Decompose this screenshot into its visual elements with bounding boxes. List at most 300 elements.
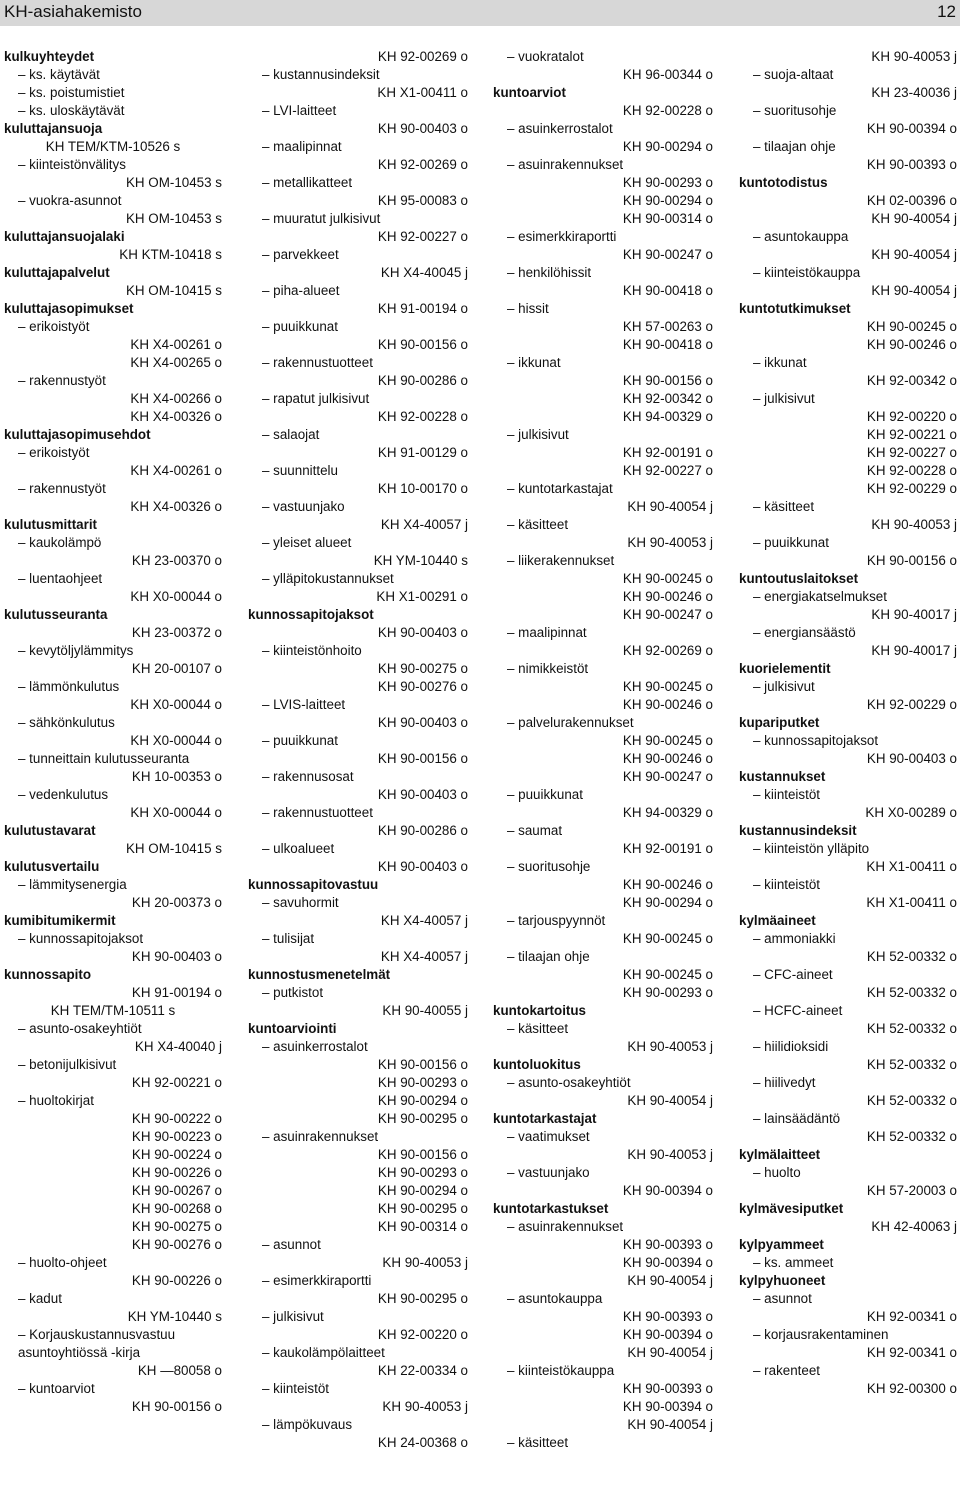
index-reference: KH 90-00286 o xyxy=(377,823,468,838)
index-reference: KH 92-00342 o xyxy=(622,391,713,406)
index-heading: kuluttajasopimukset xyxy=(4,301,134,316)
index-reference: KH 90-00418 o xyxy=(622,283,713,298)
index-subentry: – rakennustuotteet xyxy=(262,355,373,370)
index-subentry: – rakennusosat xyxy=(262,769,354,784)
index-subentry: – erikoistyöt xyxy=(18,445,90,460)
index-subentry: – ks. ammeet xyxy=(753,1255,834,1270)
index-reference: KH X1-00411 o xyxy=(866,859,957,874)
index-reference: KH X4-00326 o xyxy=(130,499,222,514)
index-subentry: – tulisijat xyxy=(262,931,315,946)
index-reference: KH 90-00295 o xyxy=(377,1111,468,1126)
index-reference: KH 90-00403 o xyxy=(377,787,468,802)
index-subentry: – lainsäädäntö xyxy=(753,1111,841,1126)
index-heading: kunnostusmenetelmät xyxy=(248,967,391,982)
index-subentry: – rakenteet xyxy=(753,1363,820,1378)
index-subentry: – yleiset alueet xyxy=(262,535,352,550)
index-reference: KH 90-00286 o xyxy=(377,373,468,388)
index-subentry: – kunnossapitojaksot xyxy=(753,733,879,748)
index-subentry: – esimerkkiraportti xyxy=(507,229,617,244)
index-reference: KH 92-00269 o xyxy=(622,643,713,658)
index-subentry: – kiinteistönhoito xyxy=(262,643,362,658)
index-subentry: – korjausrakentaminen xyxy=(753,1327,889,1342)
index-subentry: – kaukolämpölaitteet xyxy=(262,1345,385,1360)
index-reference: KH 90-40054 j xyxy=(871,283,957,298)
index-reference: KH X4-00265 o xyxy=(130,355,222,370)
index-subentry: – muuratut julkisivut xyxy=(262,211,381,226)
index-subentry: – käsitteet xyxy=(507,1435,569,1450)
index-reference: KH 90-00226 o xyxy=(131,1273,222,1288)
index-subentry: – ks. käytävät xyxy=(18,67,100,82)
index-subentry: – kiinteistöt xyxy=(753,877,820,892)
index-heading: kuntoarviot xyxy=(493,85,566,100)
index-reference: KH 10-00170 o xyxy=(377,481,468,496)
index-heading: kuntokartoitus xyxy=(493,1003,586,1018)
index-reference: KH 92-00227 o xyxy=(622,463,713,478)
index-subentry: – saumat xyxy=(507,823,563,838)
index-reference: KH 90-40054 j xyxy=(627,1273,713,1288)
index-reference: KH 90-40053 j xyxy=(382,1399,468,1414)
index-reference: KH 90-00394 o xyxy=(866,121,957,136)
index-reference: KH X0-00044 o xyxy=(130,589,222,604)
index-reference: KH X1-00411 o xyxy=(866,895,957,910)
index-reference: KH 94-00329 o xyxy=(622,409,713,424)
index-subentry: – liikerakennukset xyxy=(507,553,615,568)
index-subentry: – LVIS-laitteet xyxy=(262,697,346,712)
index-reference: KH 90-00245 o xyxy=(622,733,713,748)
index-reference: KH X0-00044 o xyxy=(130,805,222,820)
index-reference: KH 90-00393 o xyxy=(622,1237,713,1252)
index-subentry: – parvekkeet xyxy=(262,247,339,262)
index-subentry: – lämmönkulutus xyxy=(18,679,120,694)
index-reference: KH 90-00293 o xyxy=(377,1165,468,1180)
index-subentry: – lämpökuvaus xyxy=(262,1417,353,1432)
index-subentry: – hiilidioksidi xyxy=(753,1039,829,1054)
index-reference: KH 90-40054 j xyxy=(627,1093,713,1108)
index-subentry: – rapatut julkisivut xyxy=(262,391,370,406)
index-subentry: – tunneittain kulutusseuranta xyxy=(18,751,190,766)
index-reference: KH 90-00268 o xyxy=(131,1201,222,1216)
index-subentry: – asuinrakennukset xyxy=(262,1129,379,1144)
index-subentry: – huolto xyxy=(753,1165,801,1180)
index-reference: KH 92-00228 o xyxy=(622,103,713,118)
index-heading: kulutusseuranta xyxy=(4,607,108,622)
index-reference: KH 90-00275 o xyxy=(131,1219,222,1234)
index-subentry: – käsitteet xyxy=(753,499,815,514)
index-reference: KH X4-00261 o xyxy=(130,337,222,352)
index-reference: KH 90-00245 o xyxy=(866,319,957,334)
index-reference: KH 90-00403 o xyxy=(866,751,957,766)
index-reference: KH 92-00229 o xyxy=(866,481,957,496)
index-subentry: – puuikkunat xyxy=(262,319,338,334)
index-reference: KH 90-00394 o xyxy=(622,1183,713,1198)
index-reference: KH 92-00269 o xyxy=(377,157,468,172)
index-heading: kulutustavarat xyxy=(4,823,96,838)
index-subentry: – ks. poistumistiet xyxy=(18,85,125,100)
index-heading: kuorielementit xyxy=(739,661,831,676)
index-subentry: – kiinteistöt xyxy=(262,1381,329,1396)
index-reference: KH 90-00156 o xyxy=(377,1057,468,1072)
index-subentry: – puuikkunat xyxy=(262,733,338,748)
index-reference: KH 90-40053 j xyxy=(627,535,713,550)
index-reference: KH 90-00294 o xyxy=(622,193,713,208)
index-reference: KH 90-00267 o xyxy=(131,1183,222,1198)
index-column-2 xyxy=(248,48,468,1488)
index-subentry: – hiilivedyt xyxy=(753,1075,816,1090)
index-heading: kulutusvertailu xyxy=(4,859,100,874)
index-subentry: – ammoniakki xyxy=(753,931,836,946)
index-subentry: – savuhormit xyxy=(262,895,339,910)
index-reference: KH 90-00294 o xyxy=(622,895,713,910)
index-reference: KH 90-00403 o xyxy=(377,715,468,730)
index-reference: KH 23-00372 o xyxy=(131,625,222,640)
index-reference: KH 92-00191 o xyxy=(622,445,713,460)
index-reference: KH 90-00156 o xyxy=(377,337,468,352)
index-subentry: – vastuunjako xyxy=(262,499,345,514)
index-subentry: – käsitteet xyxy=(507,517,569,532)
index-reference: KH 90-00394 o xyxy=(622,1255,713,1270)
index-reference: KH YM-10440 s xyxy=(127,1309,222,1324)
index-subentry: – tilaajan ohje xyxy=(753,139,836,154)
index-subentry: – kiinteistön ylläpito xyxy=(753,841,870,856)
index-subentry: – suunnittelu xyxy=(262,463,338,478)
index-subentry: – energiansäästö xyxy=(753,625,856,640)
index-reference: KH 90-00246 o xyxy=(622,589,713,604)
index-reference: KH 90-40053 j xyxy=(627,1147,713,1162)
index-reference: KH 90-00226 o xyxy=(131,1165,222,1180)
index-subentry: – sähkönkulutus xyxy=(18,715,115,730)
index-heading: kuntoarviointi xyxy=(248,1021,337,1036)
index-subentry: – vaatimukset xyxy=(507,1129,590,1144)
index-heading: kuluttajansuojalaki xyxy=(4,229,125,244)
index-reference: KH 23-40036 j xyxy=(871,85,957,100)
index-subentry: – vuokra-asunnot xyxy=(18,193,122,208)
index-subentry: – tarjouspyynnöt xyxy=(507,913,606,928)
index-subentry: – nimikkeistöt xyxy=(507,661,589,676)
index-reference: KH 90-40054 j xyxy=(627,1417,713,1432)
index-reference: KH 90-00295 o xyxy=(377,1291,468,1306)
index-heading: kunnossapitojaksot xyxy=(248,607,374,622)
index-reference: KH 92-00191 o xyxy=(622,841,713,856)
index-subentry: – kiinteistöt xyxy=(753,787,820,802)
index-subentry: – kiinteistökauppa xyxy=(507,1363,615,1378)
index-reference: KH 94-00329 o xyxy=(622,805,713,820)
index-reference: KH 90-40053 j xyxy=(627,1039,713,1054)
index-reference: KH 23-00370 o xyxy=(131,553,222,568)
index-heading: kuluttajansuoja xyxy=(4,121,103,136)
index-subentry: – hissit xyxy=(507,301,549,316)
index-heading: kuluttajasopimusehdot xyxy=(4,427,151,442)
index-subentry: – ikkunat xyxy=(753,355,807,370)
index-subentry: – vedenkulutus xyxy=(18,787,109,802)
index-reference: KH 92-00341 o xyxy=(866,1309,957,1324)
index-reference: KH X4-40057 j xyxy=(380,949,468,964)
index-subentry: – esimerkkiraportti xyxy=(262,1273,372,1288)
index-reference: KH 92-00220 o xyxy=(377,1327,468,1342)
index-subentry: – suoritusohje xyxy=(507,859,591,874)
index-subentry: – asunto-osakeyhtiöt xyxy=(18,1021,142,1036)
index-heading: kuntotutkimukset xyxy=(739,301,851,316)
index-subentry: – kuntoarviot xyxy=(18,1381,95,1396)
index-column-3 xyxy=(493,48,713,1488)
index-reference: KH OM-10453 s xyxy=(125,211,222,226)
index-heading: kylmälaitteet xyxy=(739,1147,821,1162)
index-reference: KH 90-00403 o xyxy=(377,625,468,640)
index-reference: KH 90-00393 o xyxy=(622,1309,713,1324)
index-heading: kustannusindeksit xyxy=(739,823,857,838)
index-reference: KH 90-00246 o xyxy=(622,751,713,766)
index-subentry: – vuokratalot xyxy=(507,49,584,64)
index-subentry: – kiinteistönvälitys xyxy=(18,157,126,172)
index-heading: kuluttajapalvelut xyxy=(4,265,110,280)
index-heading: kylpyhuoneet xyxy=(739,1273,826,1288)
index-reference: KH X4-40045 j xyxy=(380,265,468,280)
index-subentry: – puuikkunat xyxy=(507,787,583,802)
index-subentry: – LVI-laitteet xyxy=(262,103,337,118)
index-reference: KH 90-40054 j xyxy=(627,499,713,514)
index-reference: KH 52-00332 o xyxy=(866,1129,957,1144)
index-reference: KH 90-00314 o xyxy=(377,1219,468,1234)
index-reference: KH X1-00411 o xyxy=(377,85,468,100)
index-reference: KH 91-00194 o xyxy=(131,985,222,1000)
index-heading: kuntoluokitus xyxy=(493,1057,581,1072)
index-reference: KH 90-40017 j xyxy=(871,643,957,658)
index-reference: KH X4-00266 o xyxy=(130,391,222,406)
index-reference: KH 90-40053 j xyxy=(871,517,957,532)
index-reference: KH 90-40055 j xyxy=(382,1003,468,1018)
index-reference: KH 57-00263 o xyxy=(622,319,713,334)
index-heading: kunnossapito xyxy=(4,967,92,982)
index-column-4 xyxy=(739,48,957,1488)
index-reference: KH 90-40054 j xyxy=(871,247,957,262)
index-reference: KH 90-00295 o xyxy=(377,1201,468,1216)
index-subentry: – kuntotarkastajat xyxy=(507,481,613,496)
index-reference: KH KTM-10418 s xyxy=(119,247,222,262)
index-reference: KH 90-00247 o xyxy=(622,769,713,784)
index-reference: KH X0-00044 o xyxy=(130,697,222,712)
index-reference: KH X4-40057 j xyxy=(380,913,468,928)
index-reference: KH 90-00245 o xyxy=(622,967,713,982)
index-subentry: – asuntokauppa xyxy=(507,1291,603,1306)
index-heading: kuntotodistus xyxy=(739,175,828,190)
index-reference: KH 90-40054 j xyxy=(871,211,957,226)
index-reference: KH 90-40017 j xyxy=(871,607,957,622)
index-reference: KH 92-00229 o xyxy=(866,697,957,712)
index-reference: KH 91-00129 o xyxy=(377,445,468,460)
index-reference: KH 90-00156 o xyxy=(866,553,957,568)
index-reference: KH 02-00396 o xyxy=(866,193,957,208)
index-reference: KH 90-40054 j xyxy=(627,1345,713,1360)
index-subentry: – asunnot xyxy=(753,1291,812,1306)
index-subentry: – erikoistyöt xyxy=(18,319,90,334)
index-reference: KH 92-00342 o xyxy=(866,373,957,388)
index-subentry: – asuinkerrostalot xyxy=(262,1039,368,1054)
page-number: 12 xyxy=(937,2,956,21)
index-heading: kunnossapitovastuu xyxy=(248,877,379,892)
index-subentry: – kustannusindeksit xyxy=(262,67,380,82)
index-reference: KH 92-00228 o xyxy=(866,463,957,478)
index-reference: KH 57-20003 o xyxy=(866,1183,957,1198)
index-reference: KH 24-00368 o xyxy=(377,1435,468,1450)
index-reference: KH 52-00332 o xyxy=(866,1021,957,1036)
index-reference: KH TEM/KTM-10526 s xyxy=(45,139,181,154)
index-reference: KH 52-00332 o xyxy=(866,949,957,964)
index-heading: kulutusmittarit xyxy=(4,517,97,532)
index-subentry: – huoltokirjat xyxy=(18,1093,94,1108)
index-reference: KH 90-00293 o xyxy=(622,175,713,190)
index-subentry: – julkisivut xyxy=(262,1309,324,1324)
index-subentry: – suoja-altaat xyxy=(753,67,834,82)
index-subentry: – asuinkerrostalot xyxy=(507,121,613,136)
index-reference: KH 90-00247 o xyxy=(622,607,713,622)
index-reference: KH 91-00194 o xyxy=(377,301,468,316)
index-reference: KH 95-00083 o xyxy=(377,193,468,208)
index-subentry: – kunnossapitojaksot xyxy=(18,931,144,946)
index-subentry: – suoritusohje xyxy=(753,103,837,118)
index-heading: kylpyammeet xyxy=(739,1237,824,1252)
index-reference: KH 90-00224 o xyxy=(131,1147,222,1162)
index-subentry: – ikkunat xyxy=(507,355,561,370)
index-reference: KH YM-10440 s xyxy=(373,553,468,568)
index-reference: KH 92-00228 o xyxy=(377,409,468,424)
index-reference: KH X4-00326 o xyxy=(130,409,222,424)
index-subentry: – Korjauskustannusvastuu xyxy=(18,1327,176,1342)
index-subentry-continued: asuntoyhtiössä -kirja xyxy=(18,1345,141,1360)
index-subentry: – vastuunjako xyxy=(507,1165,590,1180)
index-reference: KH 90-00293 o xyxy=(377,1075,468,1090)
index-reference: KH 90-40053 j xyxy=(382,1255,468,1270)
index-subentry: – julkisivut xyxy=(753,391,815,406)
index-reference: KH 90-00294 o xyxy=(377,1093,468,1108)
index-reference: KH 90-00403 o xyxy=(377,859,468,874)
index-subentry: – piha-alueet xyxy=(262,283,340,298)
index-heading: kuntotarkastukset xyxy=(493,1201,609,1216)
index-reference: KH 90-00394 o xyxy=(622,1327,713,1342)
index-reference: KH 90-00314 o xyxy=(622,211,713,226)
index-heading: kumibitumikermit xyxy=(4,913,116,928)
index-reference: KH X4-40040 j xyxy=(134,1039,222,1054)
index-heading: kustannukset xyxy=(739,769,826,784)
index-reference: KH 22-00334 o xyxy=(377,1363,468,1378)
index-reference: KH —80058 o xyxy=(137,1363,222,1378)
index-subentry: – kevytöljylämmitys xyxy=(18,643,134,658)
index-reference: KH 90-00276 o xyxy=(131,1237,222,1252)
index-subentry: – tilaajan ohje xyxy=(507,949,590,964)
index-reference: KH 90-00156 o xyxy=(622,373,713,388)
index-subentry: – luentaohjeet xyxy=(18,571,103,586)
index-reference: KH OM-10453 s xyxy=(125,175,222,190)
index-subentry: – kadut xyxy=(18,1291,62,1306)
index-reference: KH 92-00227 o xyxy=(377,229,468,244)
index-subentry: – henkilöhissit xyxy=(507,265,592,280)
index-subentry: – metallikatteet xyxy=(262,175,353,190)
index-reference: KH 90-40053 j xyxy=(871,49,957,64)
index-reference: KH X4-00261 o xyxy=(130,463,222,478)
index-subentry: – asunto-osakeyhtiöt xyxy=(507,1075,631,1090)
index-subentry: – salaojat xyxy=(262,427,320,442)
index-subentry: – putkistot xyxy=(262,985,324,1000)
index-subentry: – huolto-ohjeet xyxy=(18,1255,107,1270)
index-reference: KH 90-00222 o xyxy=(131,1111,222,1126)
index-subentry: – kiinteistökauppa xyxy=(753,265,861,280)
index-reference: KH 52-00332 o xyxy=(866,1057,957,1072)
index-subentry: – rakennustyöt xyxy=(18,481,106,496)
index-reference: KH 90-00294 o xyxy=(377,1183,468,1198)
index-subentry: – ylläpitokustannukset xyxy=(262,571,394,586)
page-header xyxy=(0,0,960,26)
index-reference: KH 92-00221 o xyxy=(131,1075,222,1090)
index-heading: kuntotarkastajat xyxy=(493,1111,597,1126)
index-reference: KH 92-00221 o xyxy=(866,427,957,442)
index-reference: KH 90-00403 o xyxy=(377,121,468,136)
index-subentry: – käsitteet xyxy=(507,1021,569,1036)
index-subentry: – lämmitysenergia xyxy=(18,877,127,892)
index-subentry: – asuinrakennukset xyxy=(507,1219,624,1234)
index-reference: KH 90-00393 o xyxy=(622,1381,713,1396)
index-reference: KH 92-00220 o xyxy=(866,409,957,424)
index-subentry: – rakennustuotteet xyxy=(262,805,373,820)
index-subentry: – julkisivut xyxy=(753,679,815,694)
index-reference: KH 90-00275 o xyxy=(377,661,468,676)
index-reference: KH 90-00245 o xyxy=(622,679,713,694)
index-reference: KH 90-00245 o xyxy=(622,931,713,946)
index-reference: KH X1-00291 o xyxy=(376,589,468,604)
index-reference: KH 96-00344 o xyxy=(622,67,713,82)
index-reference: KH 92-00269 o xyxy=(377,49,468,64)
index-reference: KH 90-00156 o xyxy=(131,1399,222,1414)
index-heading: kylmävesiputket xyxy=(739,1201,844,1216)
index-subentry: – asuntokauppa xyxy=(753,229,849,244)
index-subentry: – julkisivut xyxy=(507,427,569,442)
index-reference: KH 90-00246 o xyxy=(866,337,957,352)
index-reference: KH 10-00353 o xyxy=(131,769,222,784)
index-subentry: – asunnot xyxy=(262,1237,321,1252)
index-subentry: – palvelurakennukset xyxy=(507,715,634,730)
index-heading: kulkuyhteydet xyxy=(4,49,95,64)
index-reference: KH OM-10415 s xyxy=(125,283,222,298)
index-heading: kylmäaineet xyxy=(739,913,816,928)
index-subentry: – energiakatselmukset xyxy=(753,589,887,604)
index-reference: KH X4-40057 j xyxy=(380,517,468,532)
index-subentry: – kaukolämpö xyxy=(18,535,102,550)
index-reference: KH 90-00294 o xyxy=(622,139,713,154)
index-subentry: – ks. uloskäytävät xyxy=(18,103,125,118)
index-reference: KH 90-00245 o xyxy=(622,571,713,586)
index-subentry: – betonijulkisivut xyxy=(18,1057,117,1072)
index-reference: KH 90-00223 o xyxy=(131,1129,222,1144)
index-heading: kupariputket xyxy=(739,715,820,730)
index-title: KH-asiahakemisto xyxy=(4,2,142,21)
index-subentry: – HCFC-aineet xyxy=(753,1003,843,1018)
index-reference: KH 90-00403 o xyxy=(131,949,222,964)
index-reference: KH 90-00293 o xyxy=(622,985,713,1000)
index-reference: KH 20-00107 o xyxy=(131,661,222,676)
index-reference: KH 90-00246 o xyxy=(622,697,713,712)
index-reference: KH 42-40063 j xyxy=(871,1219,957,1234)
index-reference: KH 20-00373 o xyxy=(131,895,222,910)
index-subentry: – asuinrakennukset xyxy=(507,157,624,172)
index-reference: KH 52-00332 o xyxy=(866,985,957,1000)
index-column-1 xyxy=(4,48,222,1488)
index-reference: KH 90-00276 o xyxy=(377,679,468,694)
index-reference: KH 92-00341 o xyxy=(866,1345,957,1360)
index-reference: KH 90-00394 o xyxy=(622,1399,713,1414)
index-reference: KH OM-10415 s xyxy=(125,841,222,856)
index-reference: KH 52-00332 o xyxy=(866,1093,957,1108)
index-subentry: – CFC-aineet xyxy=(753,967,833,982)
index-reference: KH 92-00227 o xyxy=(866,445,957,460)
index-subentry: – rakennustyöt xyxy=(18,373,106,388)
index-subentry: – puuikkunat xyxy=(753,535,829,550)
